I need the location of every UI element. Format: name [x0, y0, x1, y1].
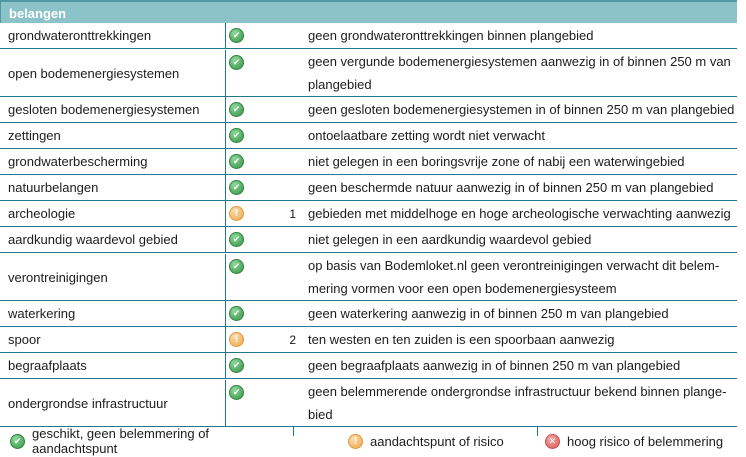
row-label: gesloten bodemenergiesystemen	[0, 97, 226, 122]
row-description	[296, 353, 737, 378]
row-note	[270, 97, 296, 122]
row-status-cell	[226, 97, 270, 122]
row-note	[270, 50, 296, 96]
row-status-cell	[226, 327, 270, 352]
row-description-line: geen beschermde natuur aanwezig in of binnen 250 m van plangebied	[308, 180, 714, 195]
exclamation-icon	[229, 332, 244, 347]
row-note	[270, 227, 296, 252]
table-row	[0, 23, 737, 49]
row-description-line: plangebied	[308, 77, 372, 92]
row-description-line: op basis van Bodemloket.nl geen verontreinigingen verwacht dit belem-	[308, 258, 720, 273]
row-description	[296, 227, 737, 252]
check-icon	[229, 180, 244, 195]
row-description-line: niet gelegen in een boringsvrije zone of nabij een waterwingebied	[308, 154, 685, 169]
row-status-cell	[226, 23, 270, 48]
check-icon	[229, 385, 244, 400]
row-description-line: ten westen en ten zuiden is een spoorbaan aanwezig	[308, 332, 615, 347]
table-header	[0, 0, 737, 23]
legend-item	[293, 427, 537, 455]
row-status-cell	[226, 301, 270, 326]
row-label: grondwateronttrekkingen	[0, 23, 226, 48]
row-label: grondwaterbescherming	[0, 149, 226, 174]
legend-item	[537, 427, 746, 455]
check-icon	[229, 154, 244, 169]
cross-icon	[545, 434, 560, 449]
table-row	[0, 327, 737, 353]
row-status-cell	[226, 254, 270, 300]
icon-glyph: ✔	[232, 387, 241, 397]
row-label: zettingen	[0, 123, 226, 148]
row-label: aardkundig waardevol gebied	[0, 227, 226, 252]
row-label: begraafplaats	[0, 353, 226, 378]
table-title: belangen	[9, 6, 67, 21]
legend	[0, 427, 746, 455]
row-label: natuurbelangen	[0, 175, 226, 200]
table-row	[0, 201, 737, 227]
row-note	[270, 301, 296, 326]
row-description-line: geen begraafplaats aanwezig in of binnen 250 m van plangebied	[308, 358, 681, 373]
row-status-cell	[226, 353, 270, 378]
row-description-line: geen vergunde bodemenergiesystemen aanwezig in of binnen 250 m van	[308, 54, 731, 69]
row-description-line: geen gesloten bodemenergiesystemen in of binnen 250 m van plangebied	[308, 102, 735, 117]
exclamation-icon	[229, 206, 244, 221]
row-label: open bodemenergiesystemen	[0, 50, 226, 96]
check-icon	[229, 28, 244, 43]
row-description	[296, 149, 737, 174]
row-note	[270, 254, 296, 300]
row-note	[270, 123, 296, 148]
row-description	[296, 201, 737, 226]
row-description	[296, 123, 737, 148]
row-description	[296, 254, 737, 300]
check-icon	[229, 306, 244, 321]
row-description	[296, 301, 737, 326]
icon-glyph: ✔	[232, 308, 241, 318]
check-icon	[229, 128, 244, 143]
row-note	[270, 23, 296, 48]
check-icon	[229, 102, 244, 117]
icon-glyph: ✔	[232, 104, 241, 114]
icon-glyph: ✔	[232, 261, 241, 271]
row-label: ondergrondse infrastructuur	[0, 380, 226, 426]
icon-glyph: ✔	[232, 182, 241, 192]
row-label: verontreinigingen	[0, 254, 226, 300]
table-row	[0, 227, 737, 253]
table-row	[0, 149, 737, 175]
table-row	[0, 253, 737, 301]
row-status-cell	[226, 50, 270, 96]
row-description-line: geen waterkering aanwezig in of binnen 250 m van plangebied	[308, 306, 669, 321]
row-note	[270, 380, 296, 426]
row-note	[270, 175, 296, 200]
icon-glyph: ✔	[232, 360, 241, 370]
exclamation-icon	[348, 434, 363, 449]
row-description	[296, 97, 737, 122]
row-label: spoor	[0, 327, 226, 352]
row-label: archeologie	[0, 201, 226, 226]
icon-glyph: !	[234, 334, 239, 345]
legend-label: geschikt, geen belemmering of aandachtspunt	[32, 426, 210, 456]
row-status-cell	[226, 227, 270, 252]
icon-glyph: ✔	[13, 435, 22, 446]
row-description-line: mering vormen voor een open bodemenergiesysteem	[308, 281, 617, 296]
legend-label: hoog risico of belemmering	[567, 433, 724, 449]
row-description-line: ontoelaatbare zetting wordt niet verwacht	[308, 128, 546, 143]
row-status-cell	[226, 380, 270, 426]
table-row	[0, 353, 737, 379]
row-description	[296, 23, 737, 48]
row-status-cell	[226, 123, 270, 148]
row-status-cell	[226, 175, 270, 200]
table-row	[0, 301, 737, 327]
check-icon	[10, 434, 25, 449]
table-row	[0, 49, 737, 97]
legend-item	[0, 427, 293, 455]
belangen-table-body	[0, 23, 737, 427]
icon-glyph: ✔	[232, 130, 241, 140]
icon-glyph: ✔	[232, 234, 241, 244]
icon-glyph: !	[353, 435, 358, 447]
table-row	[0, 175, 737, 201]
row-description-line: geen belemmerende ondergrondse infrastructuur bekend binnen plange-	[308, 384, 727, 399]
row-description	[296, 327, 737, 352]
legend-label: aandachtspunt of risico	[370, 433, 504, 449]
icon-glyph: ✔	[232, 30, 241, 40]
row-description	[296, 50, 737, 96]
table-row	[0, 97, 737, 123]
icon-glyph: ✕	[548, 435, 557, 446]
table-row	[0, 123, 737, 149]
row-label: waterkering	[0, 301, 226, 326]
row-description-line: geen grondwateronttrekkingen binnen plangebied	[308, 28, 594, 43]
row-status-cell	[226, 201, 270, 226]
check-icon	[229, 232, 244, 247]
row-note: 2	[289, 333, 296, 347]
check-icon	[229, 259, 244, 274]
check-icon	[229, 55, 244, 70]
row-description	[296, 175, 737, 200]
row-note	[270, 353, 296, 378]
row-description-line: bied	[308, 407, 333, 422]
icon-glyph: ✔	[232, 57, 241, 67]
row-description-line: niet gelegen in een aardkundig waardevol gebied	[308, 232, 592, 247]
row-status-cell	[226, 149, 270, 174]
check-icon	[229, 358, 244, 373]
row-note: 1	[289, 207, 296, 221]
icon-glyph: !	[234, 208, 239, 219]
icon-glyph: ✔	[232, 156, 241, 166]
row-description	[296, 380, 737, 426]
row-note	[270, 149, 296, 174]
table-row	[0, 379, 737, 427]
row-description-line: gebieden met middelhoge en hoge archeologische verwachting aanwezig	[308, 206, 731, 221]
